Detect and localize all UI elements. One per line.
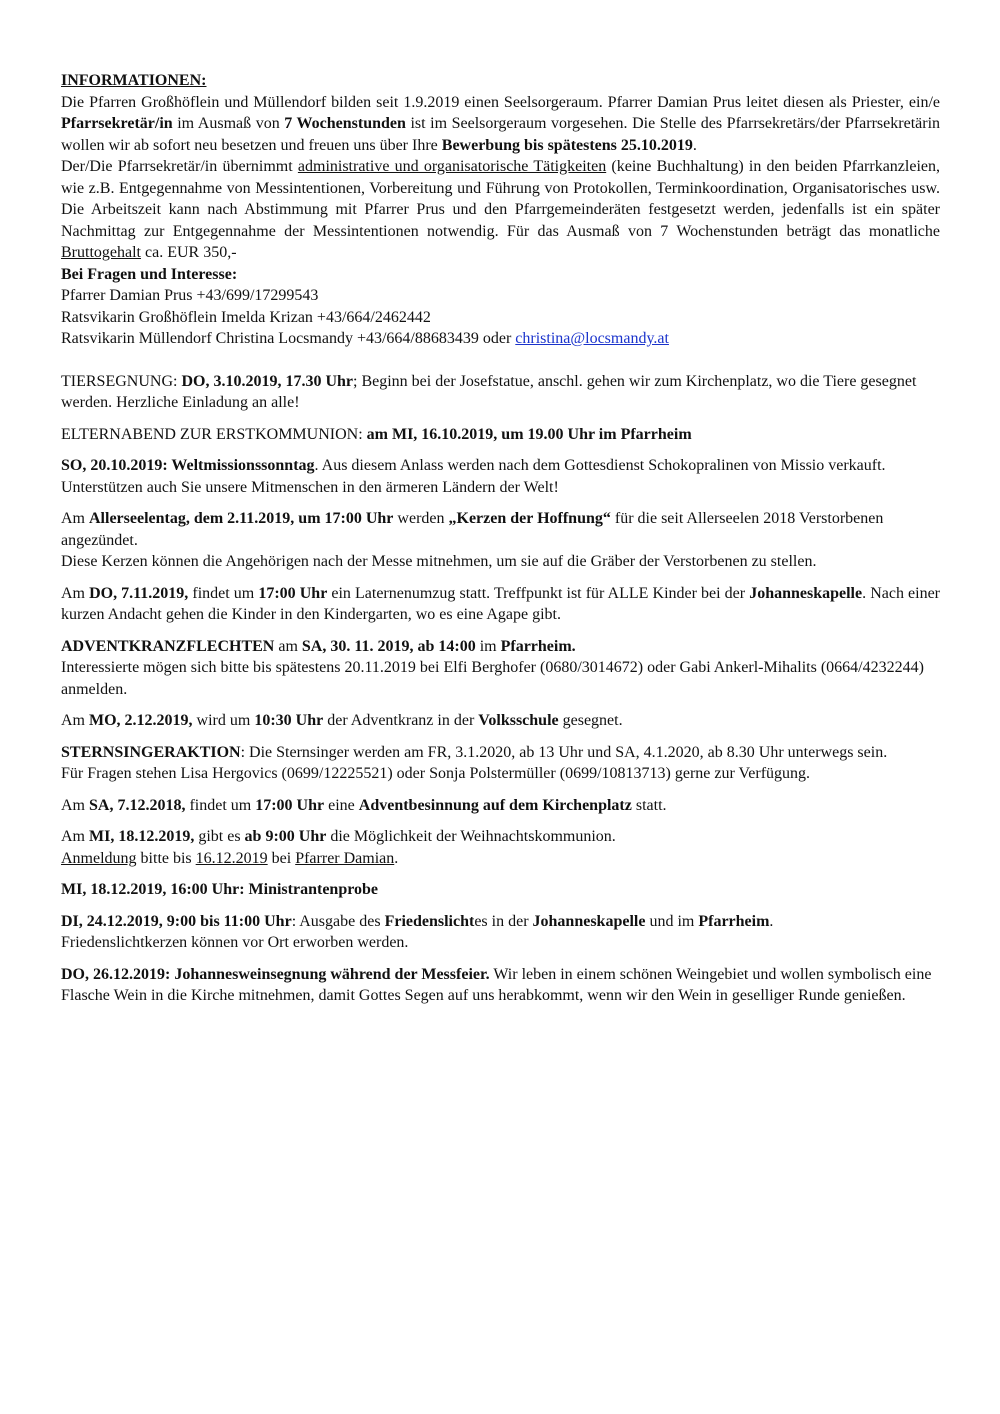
bold-text: 10:30 Uhr [254, 712, 324, 729]
bold-text: DO, 3.10.2019, 17.30 Uhr [181, 372, 353, 390]
bold-text: MI, 18.12.2019, [89, 828, 195, 845]
text: die Möglichkeit der Weihnachtskommunion. [326, 828, 616, 845]
text: . Aus diesem Anlass werden nach dem Gottesdienst Schokopralinen von Missio verkauft. Unterstützen auch Sie unsere Mitmenschen in den ärmeren Ländern der Welt! [61, 457, 886, 496]
text: . [394, 849, 399, 867]
text: Am [61, 584, 90, 602]
text: TIERSEGNUNG: [61, 372, 182, 390]
bold-text: MO, 2.12.2019, [89, 712, 193, 729]
bold-text: MI, 18.12.2019, 16:00 Uhr: Ministrantenprobe [61, 881, 379, 898]
text: der Adventkranz in der [323, 712, 479, 729]
bold-text: 17:00 Uhr [255, 796, 325, 814]
bold-text: Pfarrsekretär/in [61, 115, 173, 132]
text: im Ausmaß von [172, 115, 285, 132]
underlined-text: administrative und organisatorische Tätigkeiten [297, 158, 607, 175]
text: ; Beginn bei der Josefstatue, anschl. gehen wir zum Kirchenplatz, wo die Tiere gesegnet werden. Herzliche Einladung an alle! [61, 372, 917, 411]
underlined-text: Anmeldung [61, 849, 137, 867]
paragraph-intro [61, 92, 940, 157]
paragraph-weihnachtskommunion-line2 [61, 848, 940, 870]
contact-line: Ratsvikarin Großhöflein Imelda Krizan +43/664/2462442 [61, 308, 431, 326]
text: Am [61, 828, 89, 845]
paragraph-johannesweinsegnung [61, 964, 940, 1007]
bold-text: ADVENTKRANZFLECHTEN [61, 637, 275, 655]
paragraph-ministrantenprobe [61, 879, 940, 901]
bold-text: Pfarrheim. [500, 637, 576, 655]
text: am [274, 637, 302, 655]
text: wird um [192, 712, 255, 729]
text: bei [267, 849, 296, 867]
text: ist im Seelsorgeraum vorgesehen. Die Stelle des Pfarrsekretärs/der Pfarrsekretärin wollen wir ab sofort neu besetzen und freuen uns über Ihre [61, 115, 941, 154]
underlined-text: Bruttogehalt [61, 244, 141, 261]
text: und im [645, 912, 699, 930]
contact-line [61, 328, 940, 350]
paragraph-weihnachtskommunion [61, 826, 940, 848]
bold-text: Johanneskapelle [532, 912, 646, 930]
bold-text: 17:00 Uhr [258, 584, 328, 602]
text: im [475, 637, 501, 655]
bold-text: Allerseelentag, dem 2.11.2019, um 17:00 Uhr [89, 510, 394, 527]
paragraph-adventkranz-segnung [61, 710, 940, 732]
paragraph-friedenslicht-line2: Friedenslichtkerzen können vor Ort erworben werden. [61, 934, 409, 951]
text: Am [61, 510, 89, 527]
bold-text: DO, 26.12.2019: Johannesweinsegnung während der Messfeier. [61, 965, 490, 983]
bold-text: SA, 30. 11. 2019, ab 14:00 [301, 637, 476, 655]
text: ein Laternenumzug statt. Treffpunkt ist für ALLE Kinder bei der [327, 584, 750, 602]
contact-title [61, 264, 940, 286]
text: Am [61, 712, 89, 729]
text: . Nach einer kurzen Andacht gehen die Kinder in den Kindergarten, wo es eine Agape gibt. [61, 584, 941, 623]
paragraph-adventkranzflechten [61, 636, 940, 658]
text: (keine Buchhaltung) in den beiden Pfarrkanzleien, wie z.B. Entgegennahme von Messintentionen, Vorbereitung und Führung von Protokollen, Terminkoordination, Organisatorisches usw. Die Arbeitszeit kann nach Abstimmung mit Pfarrer Prus und den Pfarrgemeinderäten festgesetzt werden, jedenfalls ist ein später Nachmittag zur Entgegennahme der Messintentionen notwendig. Für das Ausmaß von 7 Wochenstunden beträgt das monatliche [61, 158, 940, 240]
paragraph-laternenumzug [61, 583, 940, 626]
paragraph-adventbesinnung [61, 795, 940, 817]
bold-text: SO, 20.10.2019: Weltmissionssonntag [61, 457, 315, 474]
bold-text: SA, 7.12.2018, [89, 796, 186, 814]
text: für die seit Allerseelen 2018 Verstorbenen angezündet. [61, 510, 884, 549]
bold-text: Volksschule [478, 712, 559, 729]
bold-text: STERNSINGERAKTION [61, 743, 241, 761]
paragraph-sternsingeraktion-line2: Für Fragen stehen Lisa Hergovics (0699/12225521) oder Sonja Polstermüller (0699/10813713) gerne zur Verfügung. [61, 765, 811, 782]
paragraph-tasks [61, 156, 940, 264]
bold-text: 7 Wochenstunden [284, 115, 406, 132]
text: bitte bis [136, 849, 196, 867]
text: werden [393, 510, 449, 527]
text: : Ausgabe des [291, 912, 385, 930]
text: Wir leben in einem schönen Weingebiet und wollen symbolisch eine Flasche Wein in die Kirche mitnehmen, damit Gottes Segen auf uns herabkommt, wenn wir den Wein in geselliger Runde genießen. [61, 965, 932, 1004]
bold-text: DO, 7.11.2019, [89, 584, 189, 602]
paragraph-allerseelen [61, 508, 940, 551]
text: findet um [188, 584, 259, 602]
bold-text: DI, 24.12.2019, 9:00 bis 11:00 Uhr [61, 912, 292, 930]
text: Am [61, 796, 89, 814]
heading-informationen: INFORMATIONEN: [61, 72, 207, 89]
email-link[interactable]: christina@locsmandy.at [515, 330, 669, 347]
text: ca. EUR 350,- [140, 244, 237, 261]
text: Die Pfarren Großhöflein und Müllendorf bilden seit 1.9.2019 einen Seelsorgeraum. Pfarrer Damian Prus leitet diesen als Priester, ein/e [61, 93, 940, 111]
text: Ratsvikarin Müllendorf Christina Locsmandy +43/664/88683439 oder [61, 330, 516, 347]
paragraph-friedenslicht [61, 911, 940, 933]
text: findet um [185, 796, 256, 814]
text: : Die Sternsinger werden am FR, 3.1.2020, ab 13 Uhr und SA, 4.1.2020, ab 8.30 Uhr unterwegs sein. [240, 743, 888, 761]
paragraph-allerseelen-line2: Diese Kerzen können die Angehörigen nach der Messe mitnehmen, um sie auf die Gräber der Verstorbenen zu stellen. [61, 553, 817, 570]
bold-text: am MI, 16.10.2019, um 19.00 Uhr im Pfarrheim [366, 425, 692, 443]
paragraph-weltmission [61, 455, 940, 498]
text: gesegnet. [558, 712, 623, 729]
document-page [61, 70, 940, 1007]
bold-text: Bei Fragen und Interesse: [61, 265, 238, 283]
text: . [692, 136, 697, 154]
bold-text: „Kerzen der Hoffnung“ [448, 510, 611, 527]
text: eine [324, 796, 359, 814]
bold-text: Friedenslicht [384, 912, 475, 930]
bold-text: Bewerbung bis spätestens 25.10.2019 [441, 136, 693, 154]
text: statt. [631, 796, 667, 814]
paragraph-elternabend [61, 424, 940, 446]
text: . [769, 912, 774, 930]
text: ELTERNABEND ZUR ERSTKOMMUNION: [61, 425, 367, 443]
bold-text: Pfarrheim [698, 912, 770, 930]
underlined-text: 16.12.2019 [195, 849, 268, 867]
bold-text: ab 9:00 Uhr [244, 828, 327, 845]
contact-line: Pfarrer Damian Prus +43/699/17299543 [61, 287, 319, 304]
underlined-text: Pfarrer Damian [295, 849, 395, 867]
text: es in der [474, 912, 533, 930]
text: Der/Die Pfarrsekretär/in übernimmt [61, 158, 298, 175]
text: gibt es [194, 828, 245, 845]
paragraph-tiersegnung [61, 371, 940, 414]
bold-text: Johanneskapelle [749, 584, 863, 602]
paragraph-adventkranzflechten-line2: Interessierte mögen sich bitte bis spätestens 20.11.2019 bei Elfi Berghofer (0680/3014672) oder Gabi Ankerl-Mihalits (0664/4232244) anmelden. [61, 659, 924, 698]
bold-text: Adventbesinnung auf dem Kirchenplatz [358, 796, 632, 814]
paragraph-sternsingeraktion [61, 742, 940, 764]
